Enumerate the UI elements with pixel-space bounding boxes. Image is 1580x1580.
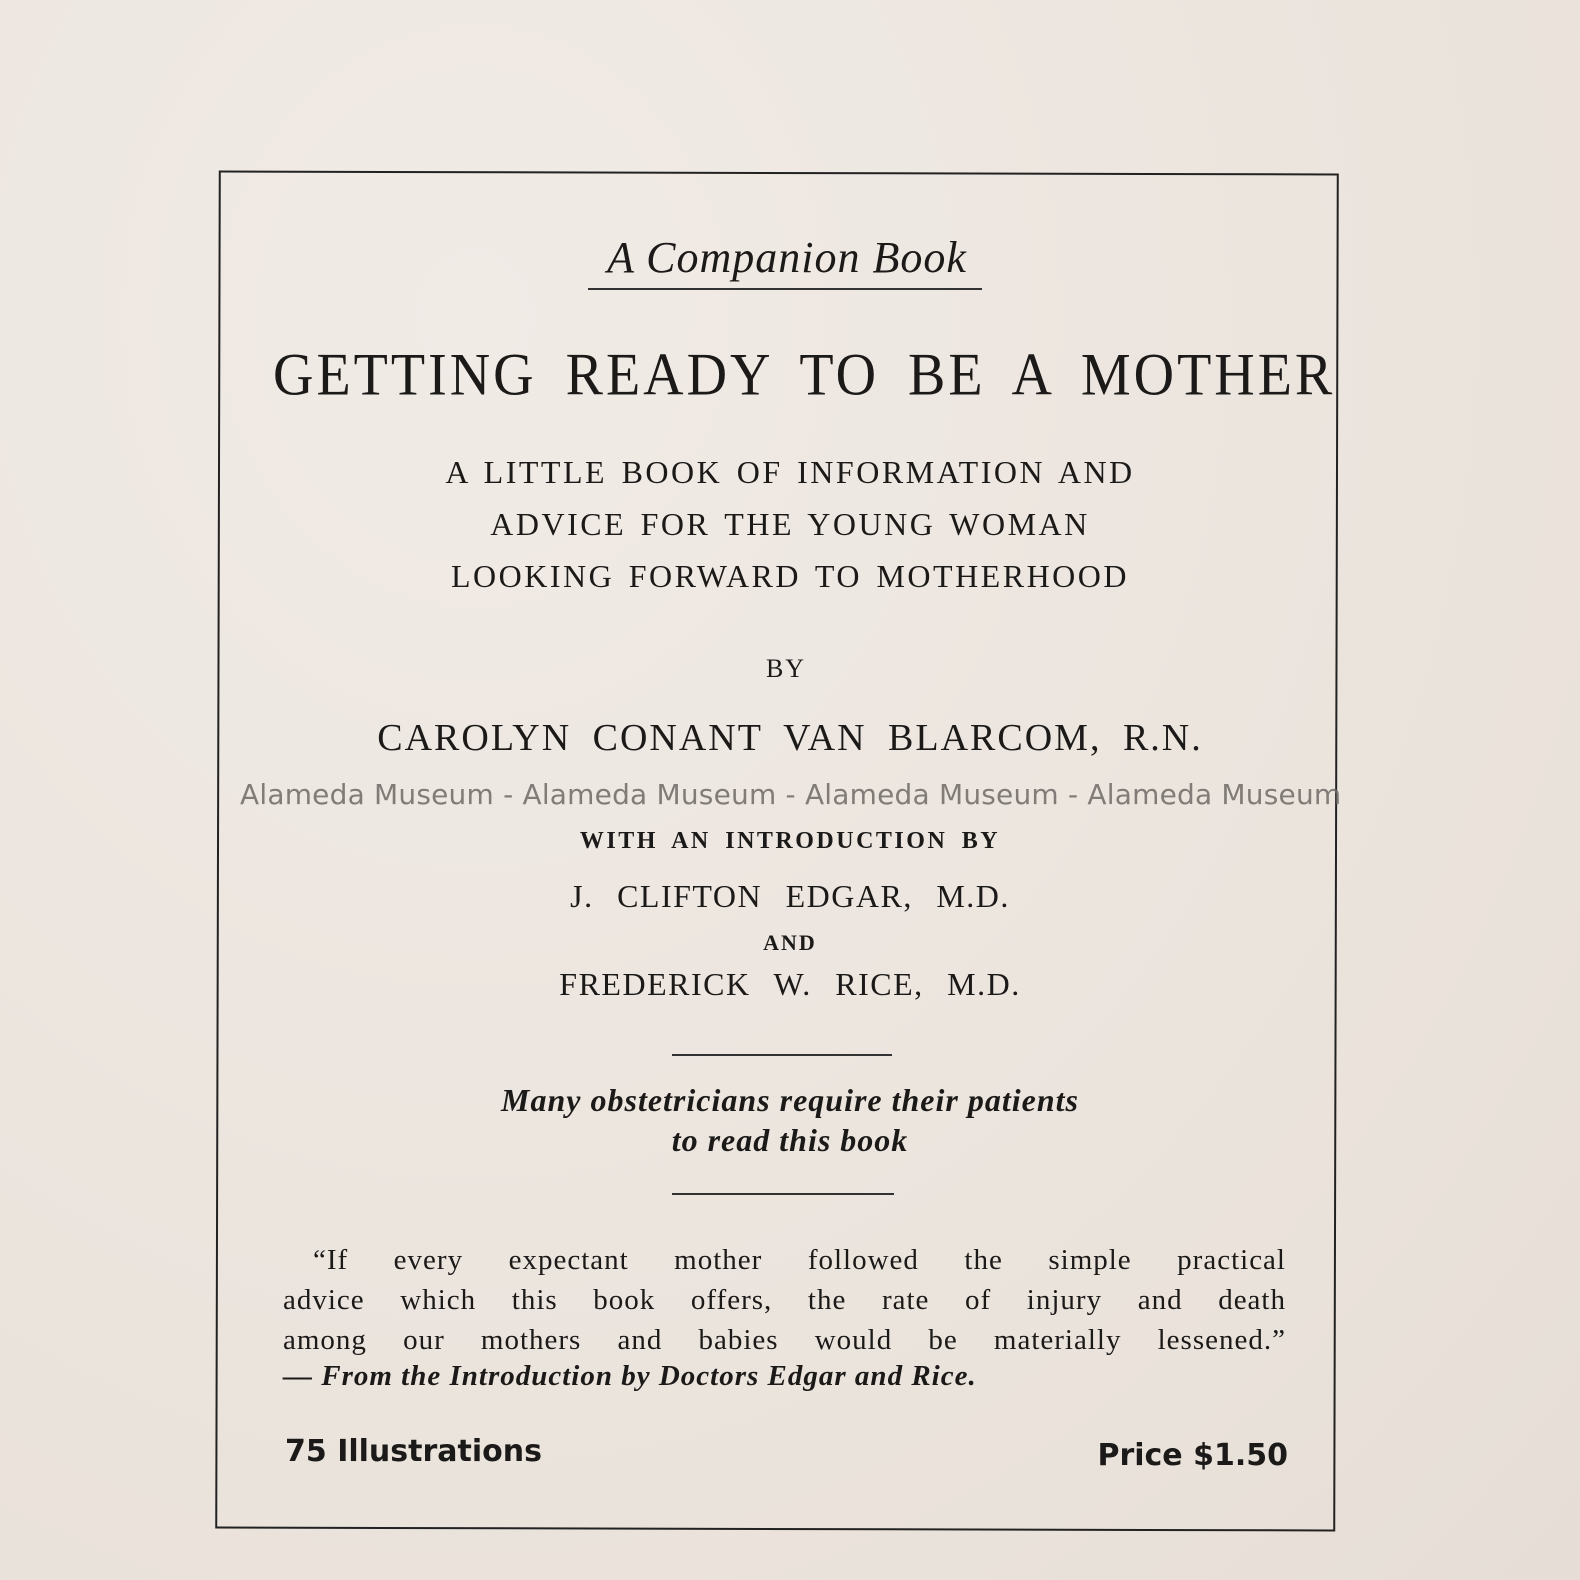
divider-rule-top <box>672 1054 892 1056</box>
divider-rule-bottom <box>672 1193 894 1195</box>
tagline-line-1: Many obstetricians require their patients <box>501 1082 1079 1118</box>
book-title: GETTING READY TO BE A MOTHER <box>273 341 1336 409</box>
author-name: CAROLYN CONANT VAN BLARCOM, R.N. <box>377 717 1203 759</box>
subtitle-line-2: ADVICE FOR THE YOUNG WOMAN <box>490 506 1090 542</box>
subtitle-line-1: A LITTLE BOOK OF INFORMATION AND <box>445 454 1135 490</box>
quote-text: “If every expectant mother followed the simple practical <box>313 1244 1286 1276</box>
quote-line-3 <box>283 1320 1286 1360</box>
introduction-label: WITH AN INTRODUCTION BY <box>579 828 1001 854</box>
price-label: Price $1.50 <box>1097 1438 1288 1473</box>
illustrations-count: 75 Illustrations <box>285 1434 542 1469</box>
doctor-name-1: J. CLIFTON EDGAR, M.D. <box>570 878 1010 914</box>
companion-book-label: A Companion Book <box>607 233 967 282</box>
by-label: BY <box>765 654 807 683</box>
quote-line-1 <box>283 1240 1286 1280</box>
tagline-line-2: to read this book <box>671 1122 909 1158</box>
quote-text: among our mothers and babies would be materially lessened.” <box>283 1324 1286 1356</box>
watermark-text: Alameda Museum - Alameda Museum - Alameda Museum - Alameda Museum <box>240 778 1342 811</box>
doctor-name-2: FREDERICK W. RICE, M.D. <box>559 966 1021 1002</box>
quote-line-2 <box>283 1280 1286 1320</box>
quote-text: advice which this book offers, the rate of injury and death <box>283 1284 1286 1316</box>
and-label: AND <box>763 930 817 955</box>
companion-underline <box>588 288 982 290</box>
quote-attribution: — From the Introduction by Doctors Edgar and Rice. <box>283 1360 977 1392</box>
subtitle-line-3: LOOKING FORWARD TO MOTHERHOOD <box>451 558 1129 594</box>
